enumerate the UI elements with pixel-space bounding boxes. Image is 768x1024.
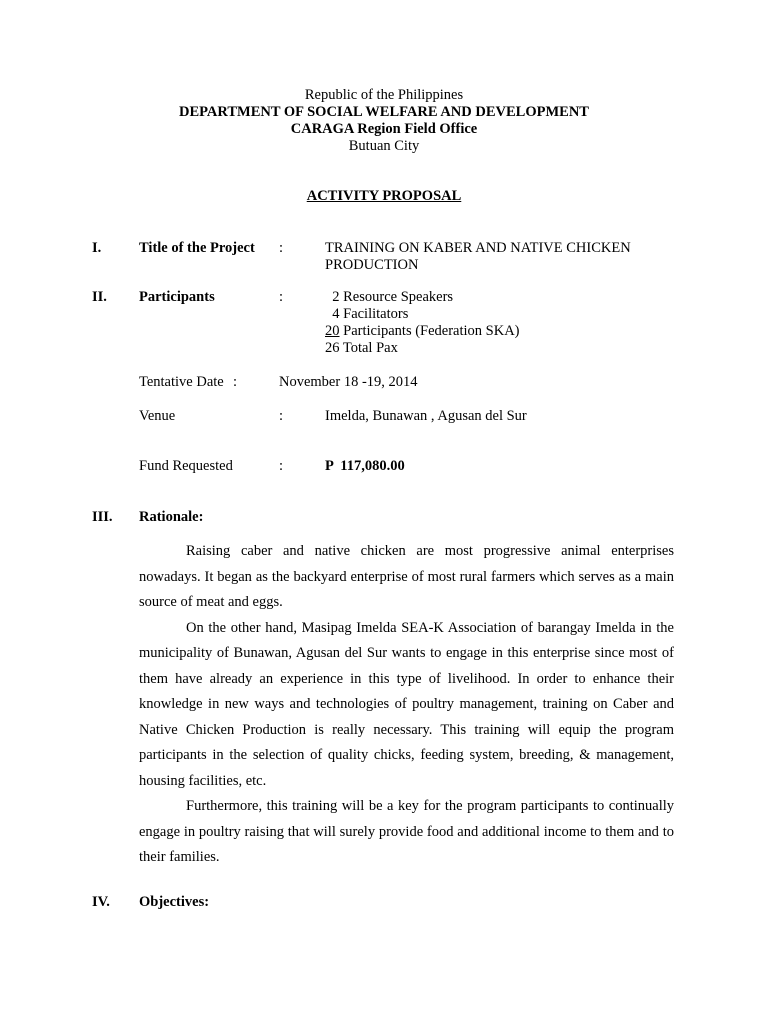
rationale-body <box>139 539 674 871</box>
section-numeral-3: III. <box>92 509 113 525</box>
letterhead <box>0 87 768 155</box>
participants-line: 26 Total Pax <box>325 340 398 356</box>
tentative-date-value: November 18 -19, 2014 <box>279 374 418 390</box>
tentative-date-colon: : <box>233 374 238 390</box>
letterhead-field-office: CARAGA Region Field Office <box>290 121 478 137</box>
venue-value: Imelda, Bunawan , Agusan del Sur <box>325 408 527 424</box>
section-numeral-1: I. <box>92 240 102 256</box>
project-title-colon: : <box>279 240 284 256</box>
letterhead-department: DEPARTMENT OF SOCIAL WELFARE AND DEVELOPMENT <box>179 104 589 120</box>
project-title-value-line1: TRAINING ON KABER AND NATIVE CHICKEN <box>325 240 631 256</box>
participants-line: 20 Participants (Federation SKA) <box>325 323 520 339</box>
fund-requested-value: P 117,080.00 <box>325 458 405 474</box>
participants-line: 4 Facilitators <box>332 306 409 322</box>
participants-line: 2 Resource Speakers <box>332 289 454 305</box>
venue-label: Venue <box>139 408 176 424</box>
tentative-date-label: Tentative Date <box>139 374 224 390</box>
document-title: ACTIVITY PROPOSAL <box>306 188 462 204</box>
letterhead-republic: Republic of the Philippines <box>304 87 464 103</box>
fund-requested-colon: : <box>279 458 284 474</box>
participants-label: Participants <box>139 289 215 305</box>
letterhead-city: Butuan City <box>348 138 420 154</box>
rationale-paragraph: On the other hand, Masipag Imelda SEA-K Association of barangay Imelda in the municipality of Bunawan, Agusan del Sur wants to engage in this enterprise since most of them have already an experience in this type of livelihood. In order to enhance their knowledge in new ways and technologies of poultry management, training on Caber and Native Chicken Production is really necessary. This training will equip the program participants in the selection of quality chicks, feeding system, breeding, & management, housing facilities, etc. <box>139 619 674 789</box>
rationale-paragraph: Raising caber and native chicken are most progressive animal enterprises nowadays. It began as the backyard enterprise of most rural farmers which serves as a main source of meat and eggs. <box>139 543 674 610</box>
section-numeral-4: IV. <box>92 894 110 910</box>
participants-list <box>325 289 520 357</box>
project-title-value-line2: PRODUCTION <box>325 257 419 273</box>
project-title-label: Title of the Project <box>139 240 255 256</box>
rationale-paragraph: Furthermore, this training will be a key for the program participants to continually engage in poultry raising that will surely provide food and additional income to them and to their families. <box>139 798 674 865</box>
rationale-heading: Rationale: <box>139 509 204 525</box>
section-numeral-2: II. <box>92 289 107 305</box>
participants-colon: : <box>279 289 284 305</box>
fund-requested-label: Fund Requested <box>139 458 233 474</box>
venue-colon: : <box>279 408 284 424</box>
objectives-heading: Objectives: <box>139 894 210 910</box>
